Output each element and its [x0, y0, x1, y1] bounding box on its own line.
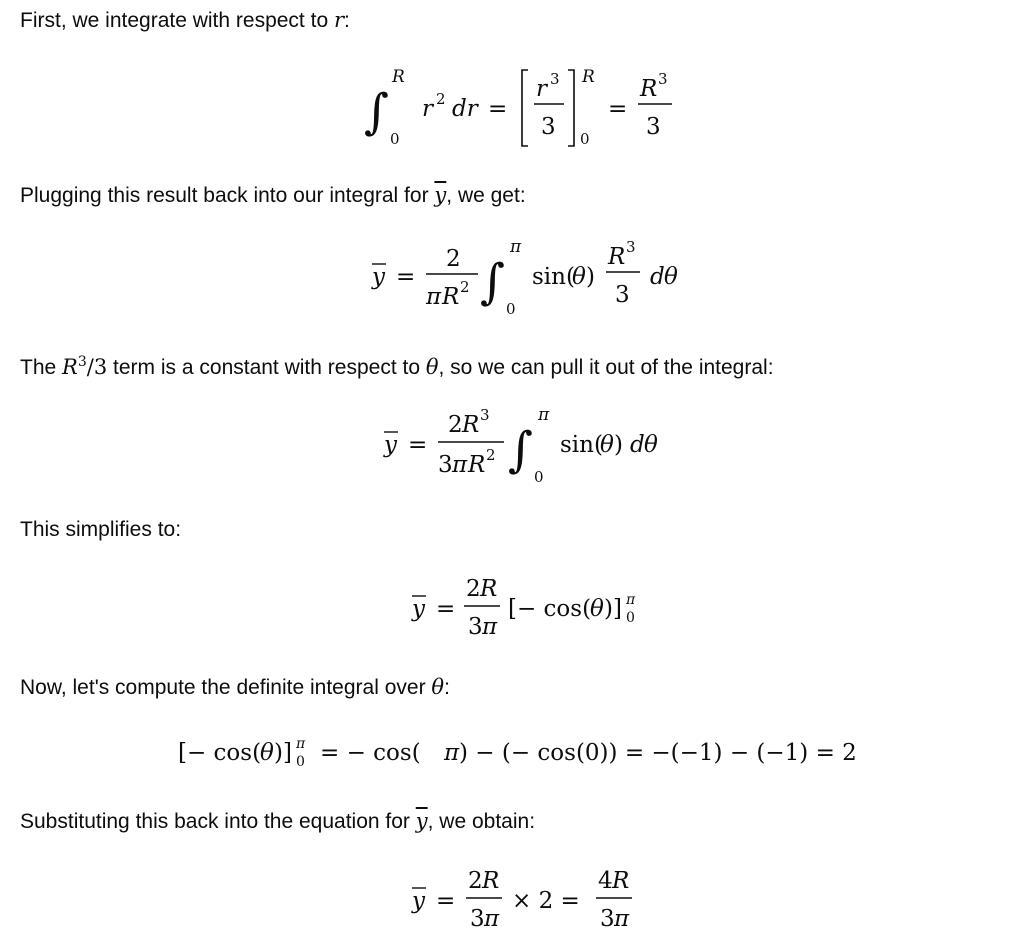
- integral-sign: ∫: [364, 84, 390, 140]
- frac-den-pi: π: [482, 614, 498, 640]
- theta: θ: [260, 740, 274, 766]
- upper-limit: π: [296, 736, 306, 752]
- text-span: term is a constant with respect to: [107, 356, 426, 379]
- math-var-theta: θ: [425, 355, 439, 379]
- left-bracket: [522, 70, 528, 146]
- math-var-r: r: [333, 8, 345, 32]
- text-span: Plugging this result back into our integral for: [20, 184, 435, 207]
- theta: θ: [572, 264, 586, 290]
- pi: π: [444, 740, 460, 766]
- bracket-close: )]: [274, 740, 292, 766]
- text-span: First, we integrate with respect to: [20, 9, 334, 32]
- frac-num-exp: 3: [626, 238, 636, 256]
- dtheta: θ: [664, 264, 678, 290]
- equation-definite-integral: [172, 728, 892, 780]
- frac-den: 3: [468, 614, 483, 640]
- paragraph-plugging: [20, 181, 526, 210]
- equals: =: [396, 264, 416, 290]
- result-den-pi: π: [614, 906, 630, 932]
- bracket-open: [− cos(: [508, 596, 592, 622]
- frac-den: 3: [438, 452, 453, 478]
- theta: θ: [600, 432, 614, 458]
- frac-num-R: R: [480, 576, 498, 602]
- frac-num: 2: [446, 246, 461, 272]
- sin-open: sin(: [532, 264, 575, 290]
- ybar: y: [412, 596, 425, 622]
- equation-ybar-constant-out: [372, 398, 682, 490]
- frac-num-exp: 3: [480, 406, 490, 424]
- d: d: [650, 264, 665, 290]
- frac-num: r: [536, 76, 547, 102]
- ybar: y: [412, 888, 425, 914]
- integral-sign: ∫: [508, 422, 534, 478]
- math-var-theta: θ: [431, 675, 445, 699]
- frac-den-R: R: [442, 284, 460, 310]
- equation-final-result: [400, 858, 650, 938]
- text-span: This simplifies to:: [20, 518, 182, 541]
- ybar: y: [372, 264, 385, 290]
- d: d: [630, 432, 645, 458]
- frac-num-R: R: [462, 412, 480, 438]
- exponent: 2: [436, 90, 446, 108]
- frac-num-exp: 3: [550, 70, 560, 88]
- frac-num: 2: [466, 576, 481, 602]
- bracket-lower: 0: [580, 130, 590, 148]
- text-span: :: [444, 676, 450, 699]
- frac-num: R: [608, 244, 626, 270]
- expansion-part1: = − cos(: [320, 740, 421, 766]
- text-span: , so we can pull it out of the integral:: [438, 356, 774, 379]
- times-two-equals: × 2 =: [512, 888, 580, 914]
- math-exp: 3: [77, 354, 87, 370]
- paragraph-integrate-r: [20, 6, 350, 35]
- bracket-open: [− cos(: [178, 740, 262, 766]
- frac-den-exp: 2: [460, 278, 470, 296]
- result-num-R: R: [612, 868, 630, 894]
- bracket-close: )]: [604, 596, 622, 622]
- frac-num: 2: [468, 868, 483, 894]
- lower-limit: 0: [626, 610, 635, 626]
- ybar: y: [384, 432, 397, 458]
- frac-den: 3: [615, 282, 630, 308]
- equation-ybar-integral: [360, 230, 700, 322]
- text-span: Now, let's compute the definite integral over: [20, 676, 432, 699]
- frac-den-pi: π: [452, 452, 468, 478]
- frac-den-pi: π: [426, 284, 442, 310]
- equals: =: [488, 96, 508, 122]
- lower-limit: 0: [506, 300, 516, 318]
- text-span: The: [20, 356, 63, 379]
- result-den: 3: [646, 114, 661, 140]
- frac-den-R: R: [468, 452, 486, 478]
- integral-sign: ∫: [480, 254, 506, 310]
- text-span: Substituting this back into the equation for: [20, 810, 416, 833]
- lower-limit: 0: [534, 468, 544, 486]
- math-var-R: R: [62, 355, 78, 379]
- frac-num: 2: [448, 412, 463, 438]
- upper-limit: π: [626, 592, 636, 608]
- lower-limit: 0: [390, 130, 400, 148]
- frac-den-pi: π: [484, 906, 500, 932]
- upper-limit: π: [538, 405, 550, 425]
- text-span: :: [344, 9, 350, 32]
- frac-num-R: R: [482, 868, 500, 894]
- dtheta: θ: [644, 432, 658, 458]
- equals: =: [408, 432, 428, 458]
- result-num-exp: 3: [658, 70, 668, 88]
- paragraph-compute: [20, 673, 450, 702]
- result-den: 3: [600, 906, 615, 932]
- text-span: , we get:: [446, 184, 526, 207]
- theta: θ: [590, 596, 604, 622]
- result-num: 4: [598, 868, 613, 894]
- frac-den: 3: [470, 906, 485, 932]
- right-bracket: [568, 70, 574, 146]
- equals: =: [436, 596, 456, 622]
- differential: dr: [452, 96, 478, 122]
- math-var-ybar: $\overline{y}$: [434, 183, 447, 207]
- paragraph-substituting: [20, 807, 535, 836]
- bracket-upper: R: [582, 67, 595, 87]
- result-num: R: [640, 76, 658, 102]
- integrand-r: r: [422, 96, 433, 122]
- equals: =: [608, 96, 628, 122]
- sin-open: sin(: [560, 432, 603, 458]
- paragraph-simplifies: [20, 516, 181, 544]
- close-paren: ): [614, 432, 623, 458]
- equation-ybar-simplified: [400, 566, 660, 652]
- expansion-part2: ) − (− cos(0)) = −(−1) − (−1) = 2: [459, 740, 857, 766]
- lower-limit: 0: [296, 754, 305, 770]
- upper-limit: π: [510, 237, 522, 257]
- equals: =: [436, 888, 456, 914]
- math-var-ybar: $\overline{y}$: [415, 809, 428, 833]
- math-tail: /3: [86, 355, 108, 379]
- text-span: , we obtain:: [427, 810, 536, 833]
- frac-den-exp: 2: [486, 446, 496, 464]
- close-paren: ): [586, 264, 595, 290]
- frac-den: 3: [541, 114, 556, 140]
- paragraph-constant: [20, 348, 774, 382]
- equation-integral-r: [360, 62, 690, 154]
- upper-limit: R: [392, 67, 405, 87]
